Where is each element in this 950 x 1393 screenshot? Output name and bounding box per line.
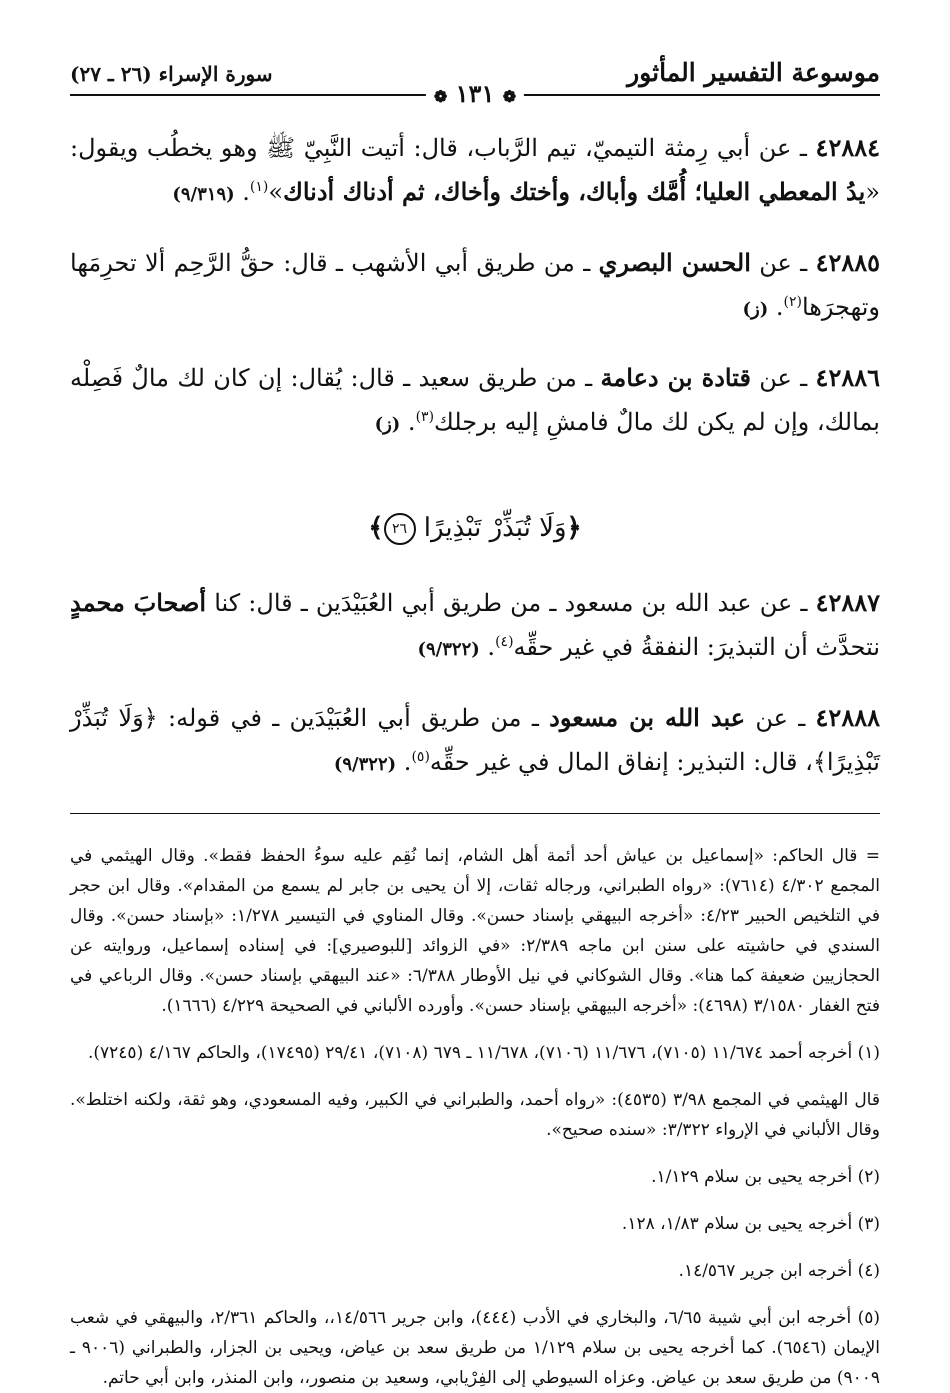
footnote: (١) أخرجه أحمد ١١/٦٧٤ (٧١٠٥)، ١١/٦٧٦ (٧١٠٦)، ١١/٦٧٨ ـ ٦٧٩ (٧١٠٨)، ٢٩/٤١ (١٧٤٩٥)، والحاكم ٤/١٦٧ (٧٢٤٥). [87,1043,880,1063]
narration-entry [70,241,880,332]
entry-text: » [268,178,284,206]
entry-text: ـ من طريق أبي الأشهب ـ قال: حقُّ الرَّحِم ألا تحرِمَها وتهجرَها [70,249,880,321]
entry-number: ٤٢٨٨٤ [815,133,880,162]
ornament-icon: ❁ [502,87,517,106]
footnotes [70,814,880,1393]
narration-entry [70,696,880,787]
footnote: (٣) أخرجه يحيى بن سلام ١/٨٣، ١٢٨. [621,1214,880,1234]
footnote-marker: (٣) [415,409,435,425]
entry-text: ـ عن أبي رِمثة التيميّ، تيم الرَّباب، قال: أتيت النَّبِيّ ﷺ وهو يخطُب ويقول: « [70,134,880,206]
verse-text: وَلَا تُبَذِّرْ تَبْذِيرًا [423,513,567,543]
narration-entry [70,356,880,447]
entry-bold-text: الحسن البصري [598,248,751,277]
entry-bold-text: عبد الله بن مسعود [549,703,746,732]
narration-entry [70,581,880,672]
entry-text: . [396,748,412,776]
entry-text: . [479,633,496,661]
footnote: (٢) أخرجه يحيى بن سلام ١/١٢٩. [651,1167,880,1187]
verse-number-icon: ٢٦ [384,513,416,545]
volume-reference: (٩/٣٢٢) [333,754,397,775]
footnote: = قال الحاكم: «إسماعيل بن عياش أحد أئمة أهل الشام، إنما نُقِم عليه سوءُ الحفظ فقط». وقال الهيثمي في المجمع ٤/٣٠٢ (٧٦١٤): «رواه الطبراني، ورجاله ثقات، إلا أن يحيى بن جابر لم يسمع من المقدام». وقال ابن حجر في التلخيص الحبير ٤/٢٣: «أخرجه البيهقي بإسناد حسن». وقال المناوي في التيسير ١/٢٧٨: «بإسناد حسن». وقال السندي في حاشيته على سنن ابن ماجه ٢/٣٨٩: «في الزوائد [للبوصيري]: في إسناده إسماعيل، وروايته عن الحجازيين ضعيفة كما هنا». وقال الشوكاني في نيل الأوطار ٦/٣٨٨: «عند البيهقي بإسناد حسن». وقال الرباعي في فتح الغفار ٣/١٥٨٠ (٤٦٩٨): «أخرجه البيهقي بإسناد حسن». وأورده الألباني في الصحيحة ٤/٢٢٩ (١٦٦٦). [70,846,881,1016]
entry-number: ٤٢٨٨٧ [815,588,881,617]
entry-text: نتحدَّث أن التبذيرَ: النفقةُ في غير حقِّه [513,633,880,661]
entry-number: ٤٢٨٨٨ [815,703,880,732]
page [70,58,881,1388]
entry-text: . [400,408,416,436]
volume-reference: (ز) [374,414,401,435]
page-number: ١٣١ [455,79,495,108]
ornament-icon: ❁ [433,87,448,106]
footnote: (٥) أخرجه ابن أبي شيبة ٦/٦٥، والبخاري في الأدب (٤٤٤)، وابن جرير ١٤/٥٦٦،، والحاكم ٢/٣٦١، والبيهقي في شعب الإيمان (٦٥٤٦). كما أخرجه يحيى بن سلام ١/١٢٩ من طريق سعد بن عياض، ويحيى بن الجزار، والطبراني (٩٠٠٦ ـ ٩٠٠٩) من طريق سعد بن عياض. وعزاه السيوطي إلى الفِرْيابي، وسعيد بن منصور،، وابن المنذر، وابن أبي حاتم. [70,1308,881,1388]
footnote-separator [70,813,880,1393]
page-number-block [426,79,524,108]
entry-bold-text: قتادة بن دعامة [600,363,751,392]
running-header [70,58,880,108]
entry-text: . [234,178,250,206]
volume-reference: (ز) [742,299,769,320]
footnote: (٤) أخرجه ابن جرير ١٤/٥٦٧. [678,1261,880,1281]
footnote: قال الهيثمي في المجمع ٣/٩٨ (٤٥٣٥): «رواه أحمد، والطبراني في الكبير، وفيه المسعودي، وهو ثقة، ولكنه اختلط». وقال الألباني في الإرواء ٣/٣٢٢: «سنده صحيح». [70,1090,880,1140]
narrations [70,126,880,447]
entry-number: ٤٢٨٨٦ [815,363,880,392]
footnote-marker: (٢) [783,294,802,310]
entry-text: . [768,293,784,321]
verse-bracket-close: ﴾ [368,513,384,543]
surah-title: سورة الإسراء (٢٦ ـ ٢٧) [70,62,273,86]
narrations-verse [70,581,880,787]
entry-text: ـ عن [745,704,816,732]
narration-entry [70,126,880,217]
entry-text: ـ عن عبد الله بن مسعود ـ من طريق أبي العُبَيْدَين ـ قال: كنا [206,589,816,617]
verse-bracket-open: ﴿ [566,513,582,543]
volume-reference: (٩/٣١٩) [172,184,235,205]
entry-bold-text: يدُ المعطي العليا؛ أُمَّك وأباك، وأختك وأخاك، ثم أدناك أدناك [283,177,866,206]
footnote-marker: (٤) [495,634,514,650]
entry-bold-text: أصحابَ محمدٍ [70,588,207,617]
entry-number: ٤٢٨٨٥ [815,248,881,277]
entry-text: ـ عن [750,249,816,277]
footnote-marker: (٥) [411,749,430,765]
entry-text: ـ من طريق سعيد ـ قال: يُقال: إن كان لك مالٌ فَصِلْه بمالك، وإن لم يكن لك مالٌ فامشِ إليه برجلك [70,364,880,436]
entry-text: ـ عن [750,364,816,392]
entry-text: ـ من طريق أبي العُبَيْدَين ـ في قوله: ﴿وَلَا تُبَذِّرْ تَبْذِيرًا﴾، قال: التبذير: إنفاق المال في غير حقِّه [70,704,880,776]
footnote-marker: (١) [249,179,269,195]
book-title: موسوعة التفسير المأثور [627,58,880,87]
volume-reference: (٩/٣٢٢) [417,639,480,660]
verse-heading [70,513,880,545]
